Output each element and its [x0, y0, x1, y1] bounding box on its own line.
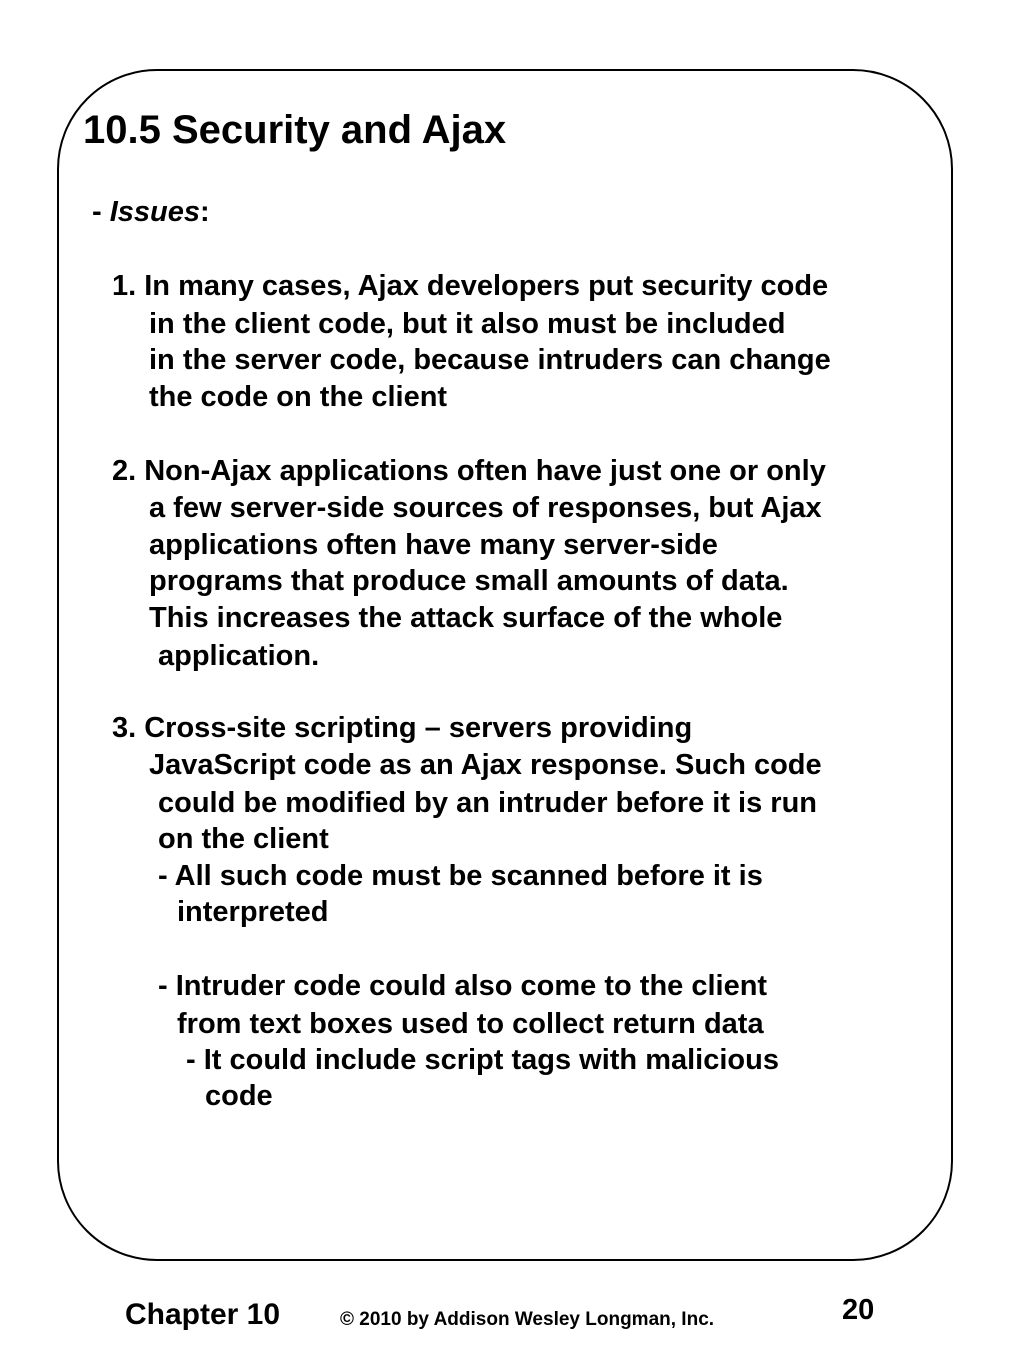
body-line: - All such code must be scanned before it is — [158, 860, 763, 892]
body-line: application. — [158, 640, 320, 672]
body-line: - Intruder code could also come to the client — [158, 970, 768, 1002]
footer-chapter: Chapter 10 — [125, 1298, 281, 1331]
body-line: 3. Cross-site scripting – servers providing — [112, 712, 693, 744]
body-line: from text boxes used to collect return data — [177, 1008, 764, 1040]
body-line: on the client — [158, 823, 329, 855]
issues-colon: : — [200, 196, 210, 228]
body-line: could be modified by an intruder before it is run — [158, 787, 817, 819]
body-line: in the client code, but it also must be included — [149, 308, 786, 340]
slide-title: 10.5 Security and Ajax — [83, 108, 507, 152]
body-line: JavaScript code as an Ajax response. Such code — [149, 749, 822, 781]
body-line: 1. In many cases, Ajax developers put security code — [112, 270, 829, 302]
body-line: code — [205, 1080, 273, 1112]
body-line: This increases the attack surface of the whole — [149, 602, 783, 634]
body-line: 2. Non-Ajax applications often have just one or only — [112, 455, 826, 487]
issues-heading — [92, 198, 210, 227]
footer-copyright: © 2010 by Addison Wesley Longman, Inc. — [340, 1309, 715, 1330]
body-line: programs that produce small amounts of data. — [149, 565, 789, 597]
issues-dash: - — [92, 196, 102, 228]
body-line: interpreted — [177, 896, 329, 928]
body-line: applications often have many server-side — [149, 529, 718, 561]
body-line: - It could include script tags with malicious — [186, 1044, 779, 1076]
body-line: the code on the client — [149, 381, 448, 413]
page-number: 20 — [842, 1294, 875, 1326]
issues-label: Issues — [109, 196, 201, 228]
body-line: in the server code, because intruders can change — [149, 344, 831, 376]
body-line: a few server-side sources of responses, but Ajax — [149, 492, 822, 524]
